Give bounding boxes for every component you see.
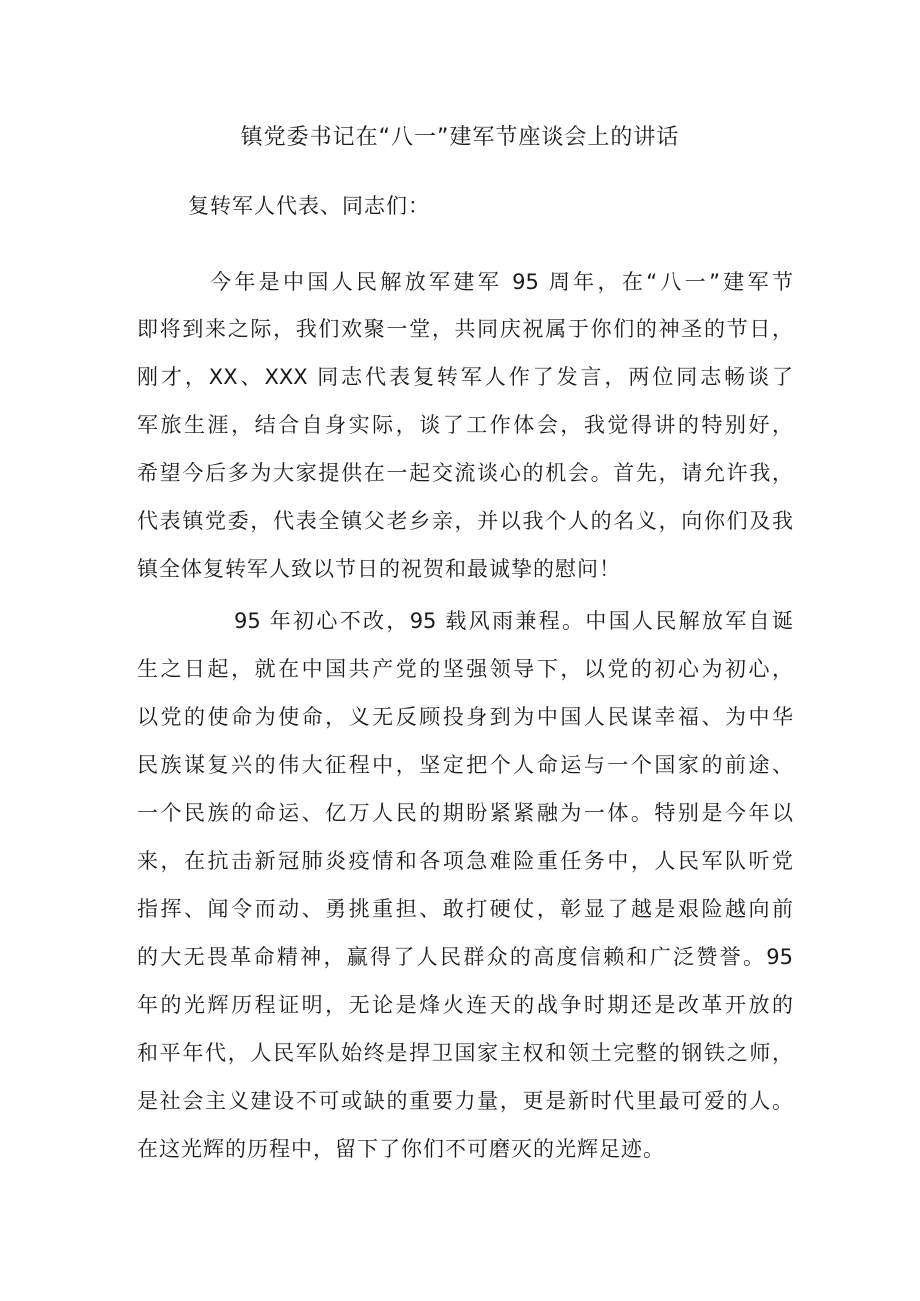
paragraph2-line: 民族谋复兴的伟大征程中，坚定把个人命运与一个国家的前途、	[137, 753, 793, 777]
paragraph1-line: 军旅生涯，结合自身实际，谈了工作体会，我觉得讲的特别好，	[137, 413, 793, 437]
paragraph2-line: 一个民族的命运、亿万人民的期盼紧紧融为一体。特别是今年以	[137, 801, 793, 825]
paragraph1-line: 镇全体复转军人致以节日的祝贺和最诚挚的慰问！	[137, 557, 621, 581]
paragraph2-line: 95 年初心不改，95 载风雨兼程。中国人民解放军自诞	[234, 609, 793, 633]
paragraph2-line: 生之日起，就在中国共产党的坚强领导下，以党的初心为初心，	[137, 657, 793, 681]
paragraph2-line: 年的光辉历程证明，无论是烽火连天的战争时期还是改革开放的	[137, 993, 793, 1017]
paragraph1-line: 今年是中国人民解放军建军 95 周年，在“八一”建军节	[210, 270, 793, 294]
paragraph2-line: 来，在抗击新冠肺炎疫情和各项急难险重任务中，人民军队听党	[137, 849, 793, 873]
document-title: 镇党委书记在“八一”建军节座谈会上的讲话	[240, 125, 680, 150]
paragraph1-line: 希望今后多为大家提供在一起交流谈心的机会。首先，请允许我，	[137, 461, 793, 485]
paragraph2-line: 指挥、闻令而动、勇挑重担、敢打硬仗，彰显了越是艰险越向前	[137, 897, 793, 921]
paragraph1-line: 即将到来之际，我们欢聚一堂，共同庆祝属于你们的神圣的节日，	[137, 317, 793, 341]
paragraph2-line: 在这光辉的历程中，留下了你们不可磨灭的光辉足迹。	[137, 1137, 665, 1161]
paragraph2-line: 以党的使命为使命，义无反顾投身到为中国人民谋幸福、为中华	[137, 705, 793, 729]
salutation: 复转军人代表、同志们：	[188, 194, 430, 218]
paragraph2-line: 是社会主义建设不可或缺的重要力量，更是新时代里最可爱的人。	[137, 1089, 793, 1113]
paragraph1-line: 代表镇党委，代表全镇父老乡亲，并以我个人的名义，向你们及我	[137, 509, 793, 533]
paragraph2-line: 和平年代，人民军队始终是捍卫国家主权和领土完整的钢铁之师，	[137, 1041, 793, 1065]
paragraph1-line: 刚才，XX、XXX 同志代表复转军人作了发言，两位同志畅谈了	[137, 365, 793, 389]
paragraph2-line: 的大无畏革命精神，赢得了人民群众的高度信赖和广泛赞誉。95	[137, 945, 793, 969]
